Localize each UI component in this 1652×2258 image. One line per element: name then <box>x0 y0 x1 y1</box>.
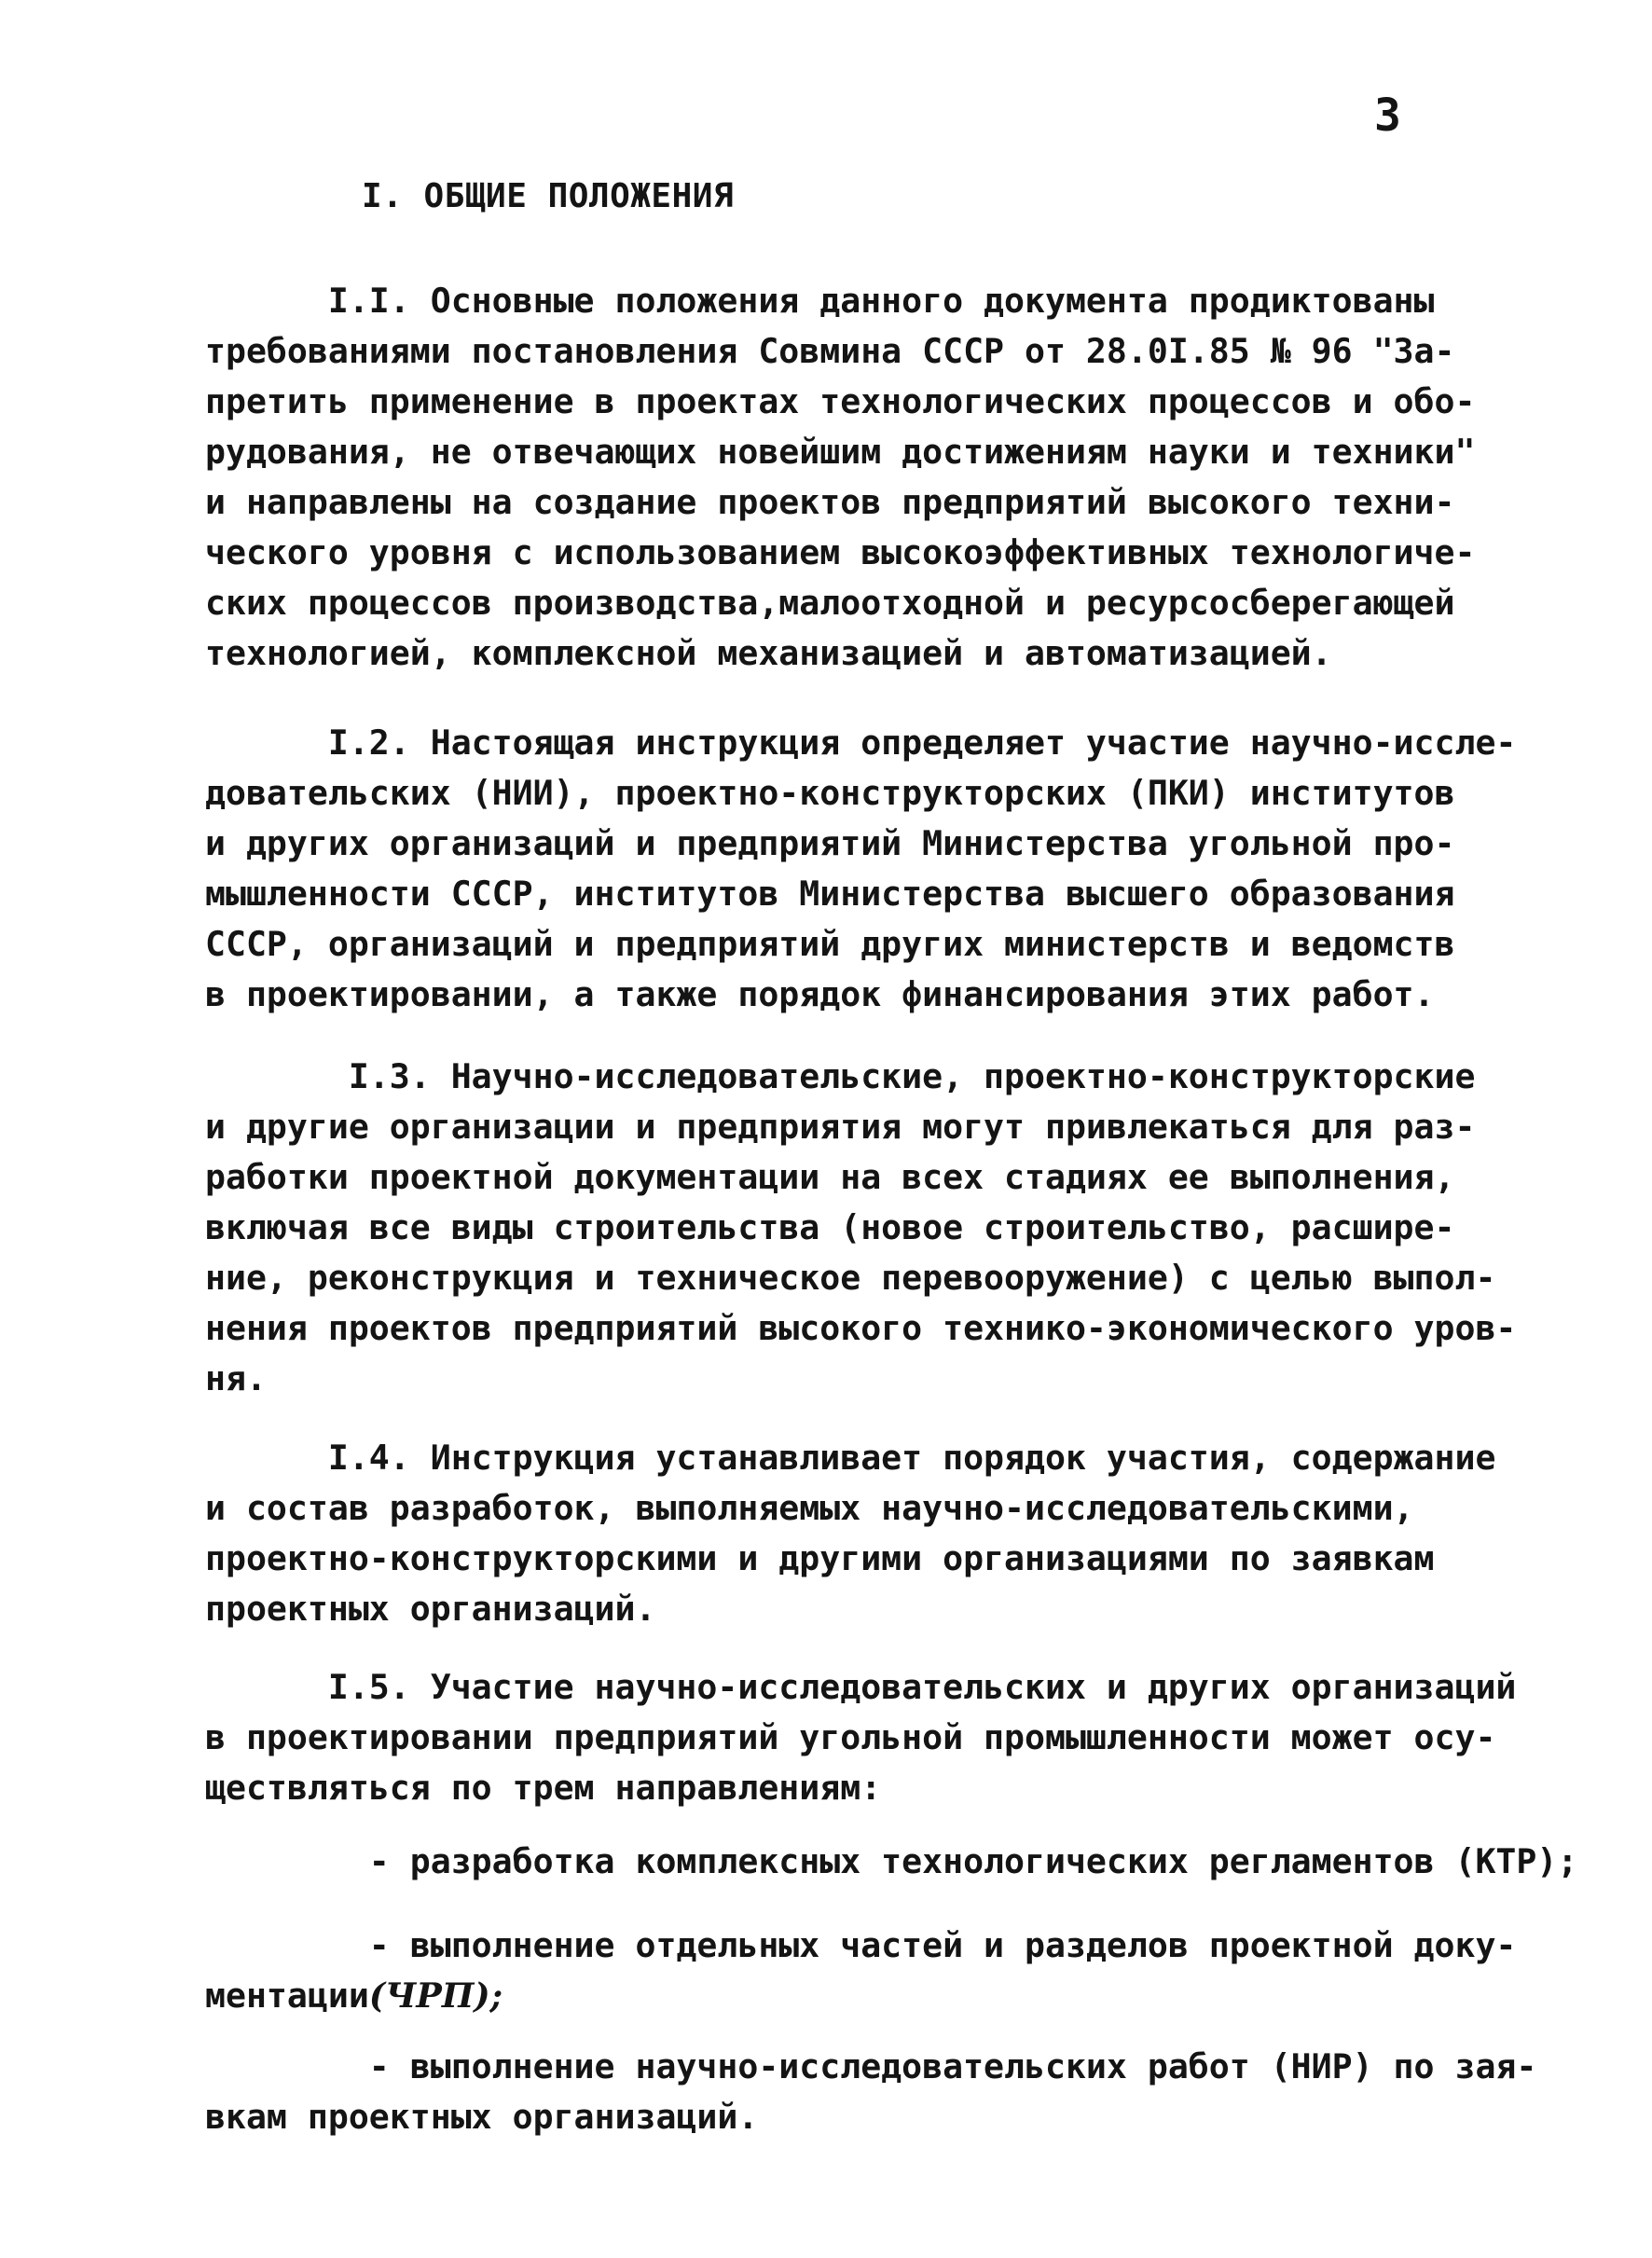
paragraph-line: I.I. Основные положения данного документа продиктованы <box>205 281 1435 321</box>
handwritten-abbreviation: (ЧРП); <box>368 1976 503 2016</box>
paragraph-line: ществляться по трем направлениям: <box>205 1768 882 1808</box>
section-title: I. ОБЩИЕ ПОЛОЖЕНИЯ <box>362 177 735 215</box>
list-item-line: вкам проектных организаций. <box>205 2097 759 2137</box>
paragraph-line: I.4. Инструкция устанавливает порядок участия, содержание <box>205 1438 1496 1478</box>
paragraph-line: ческого уровня с использованием высокоэффективных технологиче- <box>205 532 1476 572</box>
paragraph-line: работки проектной документации на всех стадиях ее выполнения, <box>205 1157 1455 1197</box>
paragraph-line: I.5. Участие научно-исследовательских и других организаций <box>205 1667 1517 1707</box>
list-item-line: - выполнение научно-исследовательских работ (НИР) по зая- <box>205 2046 1537 2086</box>
paragraph-line: I.3. Научно-исследовательские, проектно-конструкторские <box>205 1056 1476 1096</box>
paragraph-line: нения проектов предприятий высокого технико-экономического уров- <box>205 1308 1517 1348</box>
paragraph-line: мышленности СССР, институтов Министерства высшего образования <box>205 874 1455 914</box>
paragraph-line: довательских (НИИ), проектно-конструкторских (ПКИ) институтов <box>205 773 1455 813</box>
paragraph-line: проектных организаций. <box>205 1589 656 1629</box>
paragraph-1-3 <box>205 1052 1517 1404</box>
paragraph-line: претить применение в проектах технологических процессов и обо- <box>205 381 1476 421</box>
paragraph-line: требованиями постановления Совмина СССР от 28.0I.85 № 96 "За- <box>205 331 1455 371</box>
paragraph-line: I.2. Настоящая инструкция определяет участие научно-иссле- <box>205 723 1517 763</box>
paragraph-line: и другие организации и предприятия могут привлекаться для раз- <box>205 1107 1476 1147</box>
list-item-chrp <box>205 1921 1517 2021</box>
paragraph-line: ня. <box>205 1358 267 1398</box>
paragraph-line: включая все виды строительства (новое строительство, расшире- <box>205 1207 1455 1247</box>
page-number: 3 <box>1374 89 1401 142</box>
list-item-ktr <box>205 1837 1578 1887</box>
paragraph-line: и других организаций и предприятий Министерства угольной про- <box>205 823 1455 863</box>
paragraph-line: и состав разработок, выполняемых научно-исследовательскими, <box>205 1488 1414 1528</box>
paragraph-line: рудования, не отвечающих новейшим достижениям науки и техники" <box>205 432 1476 472</box>
paragraph-1-5 <box>205 1662 1517 1813</box>
paragraph-1-1 <box>205 276 1476 679</box>
paragraph-line: проектно-конструкторскими и другими организациями по заявкам <box>205 1538 1435 1578</box>
paragraph-line: и направлены на создание проектов предприятий высокого техни- <box>205 482 1455 522</box>
list-item-line: - разработка комплексных технологических регламентов (КТР); <box>205 1841 1578 1881</box>
paragraph-1-2 <box>205 718 1517 1020</box>
list-item-line <box>205 1971 1473 2021</box>
list-item-line-prefix: ментации <box>205 1976 369 2016</box>
paragraph-line: ние, реконструкция и техническое перевооружение) с целью выпол- <box>205 1258 1496 1298</box>
list-item-line: - выполнение отдельных частей и разделов проектной доку- <box>205 1925 1517 1965</box>
list-item-nir <box>205 2042 1537 2142</box>
paragraph-line: в проектировании, а также порядок финансирования этих работ. <box>205 974 1435 1014</box>
paragraph-1-4 <box>205 1433 1496 1634</box>
paragraph-line: в проектировании предприятий угольной промышленности может осу- <box>205 1717 1496 1757</box>
paragraph-line: СССР, организаций и предприятий других министерств и ведомств <box>205 924 1455 964</box>
paragraph-line: технологией, комплексной механизацией и автоматизацией. <box>205 633 1332 673</box>
paragraph-line: ских процессов производства,малоотходной и ресурсосберегающей <box>205 583 1455 623</box>
